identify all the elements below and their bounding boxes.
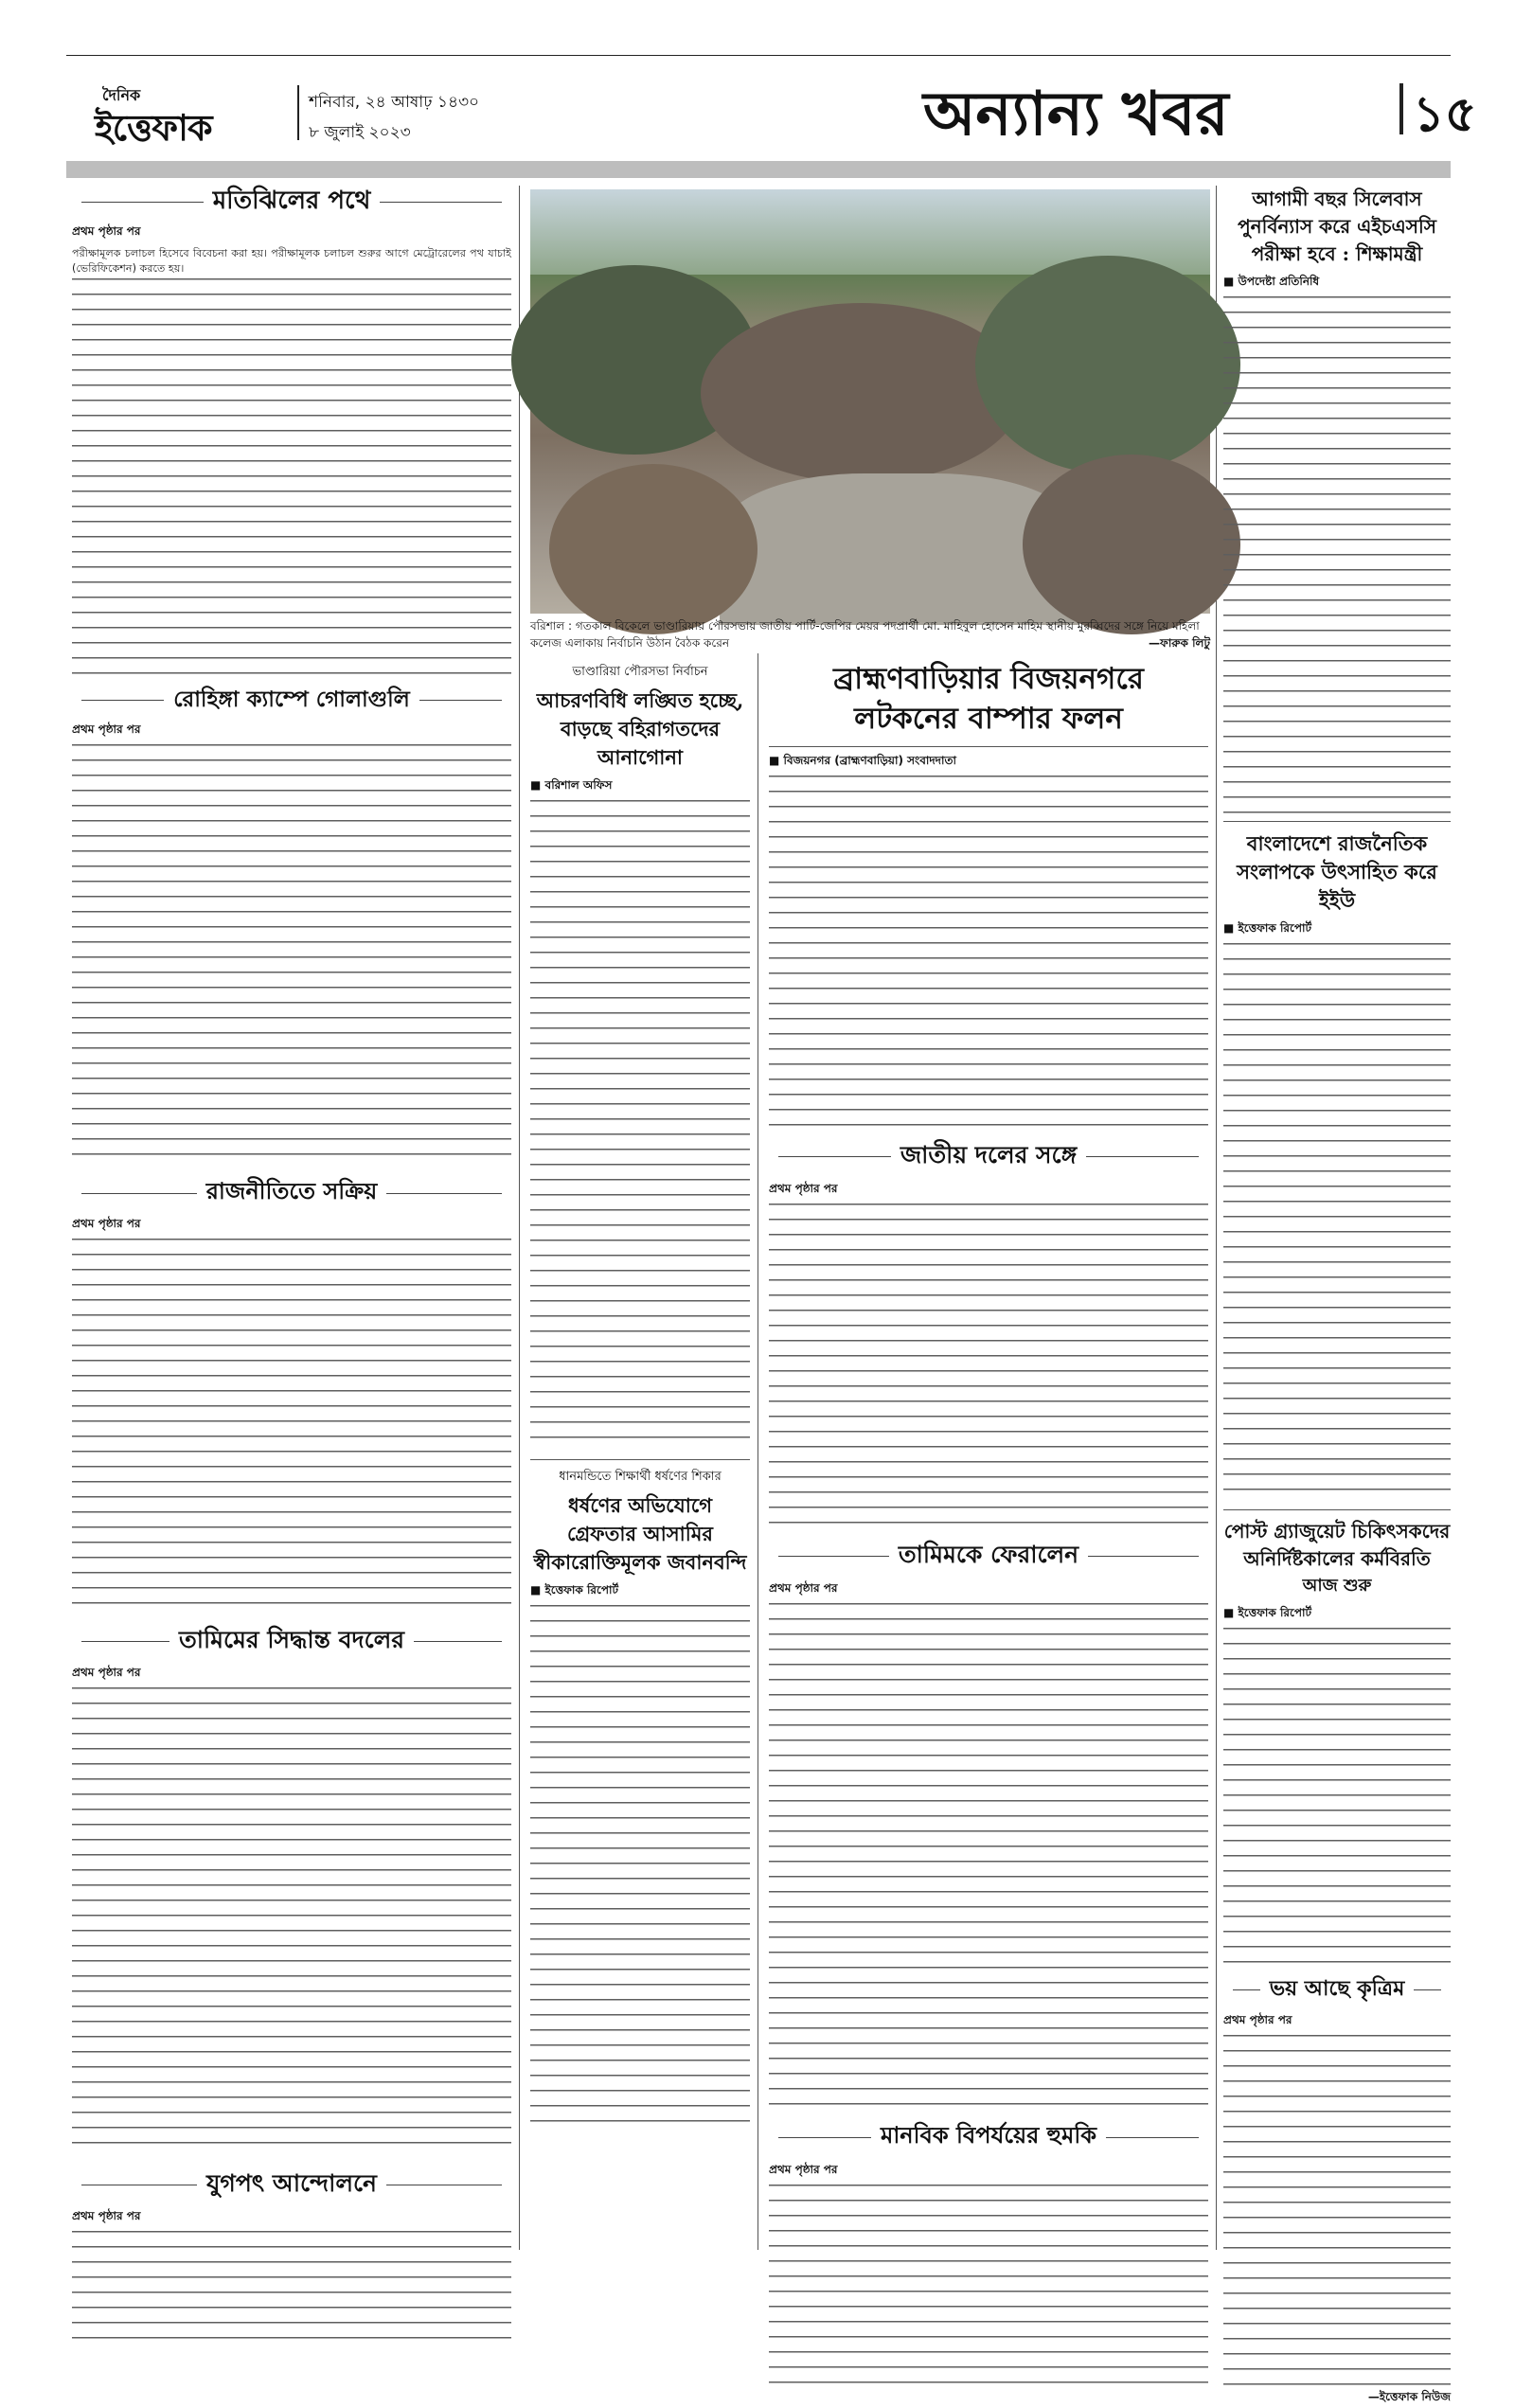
article-kicker: ভাণ্ডারিয়া পৌরসভা নির্বাচন: [572, 665, 708, 679]
newspaper-logo[interactable]: [66, 81, 286, 149]
article-kicker: ধানমন্ডিতে শিক্ষার্থী ধর্ষণের শিকার: [559, 1470, 722, 1484]
article-headline[interactable]: বাংলাদেশে রাজনৈতিক সংলাপকে উৎসাহিত করে ইইউ: [1237, 831, 1437, 912]
article-byline: প্রথম পৃষ্ঠার পর: [1223, 2013, 1292, 2026]
article-body-text: [1223, 943, 1451, 1502]
logo-divider: [297, 85, 299, 140]
caption-text: বরিশাল : গতকাল বিকেলে ভাণ্ডারিয়ায় পৌরসভায় জাতীয় পার্টি-জেপির মেয়র পদপ্রার্থী মো. মাহিবুল হোসেন মাহিম স্থানীয় মুরব্বিদের সঙ্গে নিয়ে মহিলা কলেজ এলাকায় নির্বাচনি উঠান বৈঠক করেন: [530, 619, 1200, 650]
article-body-text: [72, 744, 511, 1168]
article-headline[interactable]: তামিমের সিদ্ধান্ত বদলের: [72, 1623, 511, 1659]
article-body-text: [1223, 1628, 1451, 1965]
article-body-text: [72, 278, 511, 676]
section-divider: [1399, 83, 1403, 134]
article-headline[interactable]: ব্রাহ্মণবাড়িয়ার বিজয়নগরে লটকনের বাম্পার ফলন: [833, 662, 1144, 736]
article-byline: ■ ইত্তেফাক রিপোর্ট: [1223, 1606, 1312, 1619]
article-byline: প্রথম পৃষ্ঠার পর: [72, 1666, 141, 1679]
photo-caption: [530, 617, 1210, 651]
article-byline: প্রথম পৃষ্ঠার পর: [72, 224, 141, 238]
page-number: ১৫: [1413, 85, 1477, 143]
photo-credit: —ফারুক লিটু: [1149, 636, 1210, 650]
masthead-band: [66, 161, 1451, 178]
article-headline[interactable]: ভয় আছে কৃত্রিম: [1223, 1972, 1451, 2007]
article-headline[interactable]: মতিঝিলের পথে: [72, 186, 511, 218]
article-headline[interactable]: ধর্ষণের অভিযোগে গ্রেফতার আসামির স্বীকারোক্তিমূলক জবানবন্দি: [533, 1493, 747, 1574]
article-body-text: [769, 1204, 1208, 1529]
article-headline[interactable]: জাতীয় দলের সঙ্গে: [769, 1137, 1208, 1175]
article-credit: —ইত্তেফাক নিউজ: [1367, 2390, 1451, 2403]
article-byline: প্রথম পৃষ্ঠার পর: [72, 2209, 141, 2222]
article-headline[interactable]: রোহিঙ্গা ক্যাম্পে গোলাগুলি: [72, 684, 511, 716]
article-body-text: [72, 2231, 511, 2348]
article-body-text: [1223, 296, 1451, 813]
right-column: [1223, 186, 1451, 2403]
article-body-text: [769, 1603, 1208, 2111]
logo-wordmark: ইত্তেফাক: [95, 106, 212, 149]
top-rule: [66, 55, 1451, 56]
article-byline: ■ বরিশাল অফিস: [530, 778, 613, 792]
article-headline[interactable]: পোস্ট গ্র্যাজুয়েট চিকিৎসকদের অনির্দিষ্টকালের কর্মবিরতি: [1223, 1520, 1451, 1570]
article-headline[interactable]: যুগপৎ আন্দোলনে: [72, 2167, 511, 2203]
article-headline[interactable]: তামিমকে ফেরালেন: [769, 1537, 1208, 1575]
article-body-text: [769, 776, 1208, 1130]
page-masthead: [66, 76, 1477, 159]
article-body-text: [1223, 2035, 1451, 2387]
article-body-text: [530, 800, 750, 1452]
column-divider: [519, 186, 520, 2250]
article-headline[interactable]: আচরণবিধি লঙ্ঘিত হচ্ছে, বাড়ছে বহিরাগতদের আনাগোনা: [536, 688, 744, 769]
article-body-text: [72, 1239, 511, 1614]
article-headline[interactable]: আগামী বছর সিলেবাস পুনর্বিন্যাস করে এইচএসসি পরীক্ষা হবে : শিক্ষামন্ত্রী: [1238, 187, 1436, 265]
article-byline: প্রথম পৃষ্ঠার পর: [72, 1217, 141, 1230]
date-bengali: শনিবার, ২৪ আষাঢ় ১৪৩০: [309, 93, 480, 112]
article-byline: প্রথম পৃষ্ঠার পর: [769, 1182, 838, 1195]
article-byline: প্রথম পৃষ্ঠার পর: [769, 2163, 838, 2176]
date-gregorian: ৮ জুলাই ২০২৩: [309, 123, 411, 142]
article-byline: ■ বিজয়নগর (ব্রাহ্মণবাড়িয়া) সংবাদদাতা: [769, 754, 956, 767]
article-body-text: [530, 1605, 750, 2135]
article-headline[interactable]: মানবিক বিপর্যয়ের হুমকি: [769, 2118, 1208, 2156]
article-headline[interactable]: রাজনীতিতে সক্রিয়: [72, 1176, 511, 1210]
news-photo[interactable]: [530, 189, 1210, 614]
article-lead: পরীক্ষামূলক চলাচল হিসেবে বিবেচনা করা হয়। পরীক্ষামূলক চলাচল শুরুর আগে মেট্রোরেলের পথ যাচাই (ভেরিফিকেশন) করতে হয়।: [72, 247, 511, 275]
article-byline: ■ উপদেষ্টা প্রতিনিধি: [1223, 275, 1320, 288]
article-byline: ■ ইত্তেফাক রিপোর্ট: [1223, 921, 1312, 935]
dateline: [309, 87, 479, 148]
logo-prefix: দৈনিক: [102, 86, 141, 104]
section-title: অন্যান্য খবর: [923, 79, 1229, 150]
middle-left-column: [530, 663, 750, 2254]
article-byline: ■ ইত্তেফাক রিপোর্ট: [530, 1583, 619, 1596]
middle-right-column: [769, 657, 1208, 2257]
article-body-text: [769, 2185, 1208, 2393]
left-column: [72, 186, 511, 2259]
article-byline: প্রথম পৃষ্ঠার পর: [72, 722, 141, 736]
article-byline: প্রথম পৃষ্ঠার পর: [769, 1581, 838, 1595]
article-body-text: [72, 1687, 511, 2157]
article-subheadline: আজ শুরু: [1302, 1576, 1372, 1596]
